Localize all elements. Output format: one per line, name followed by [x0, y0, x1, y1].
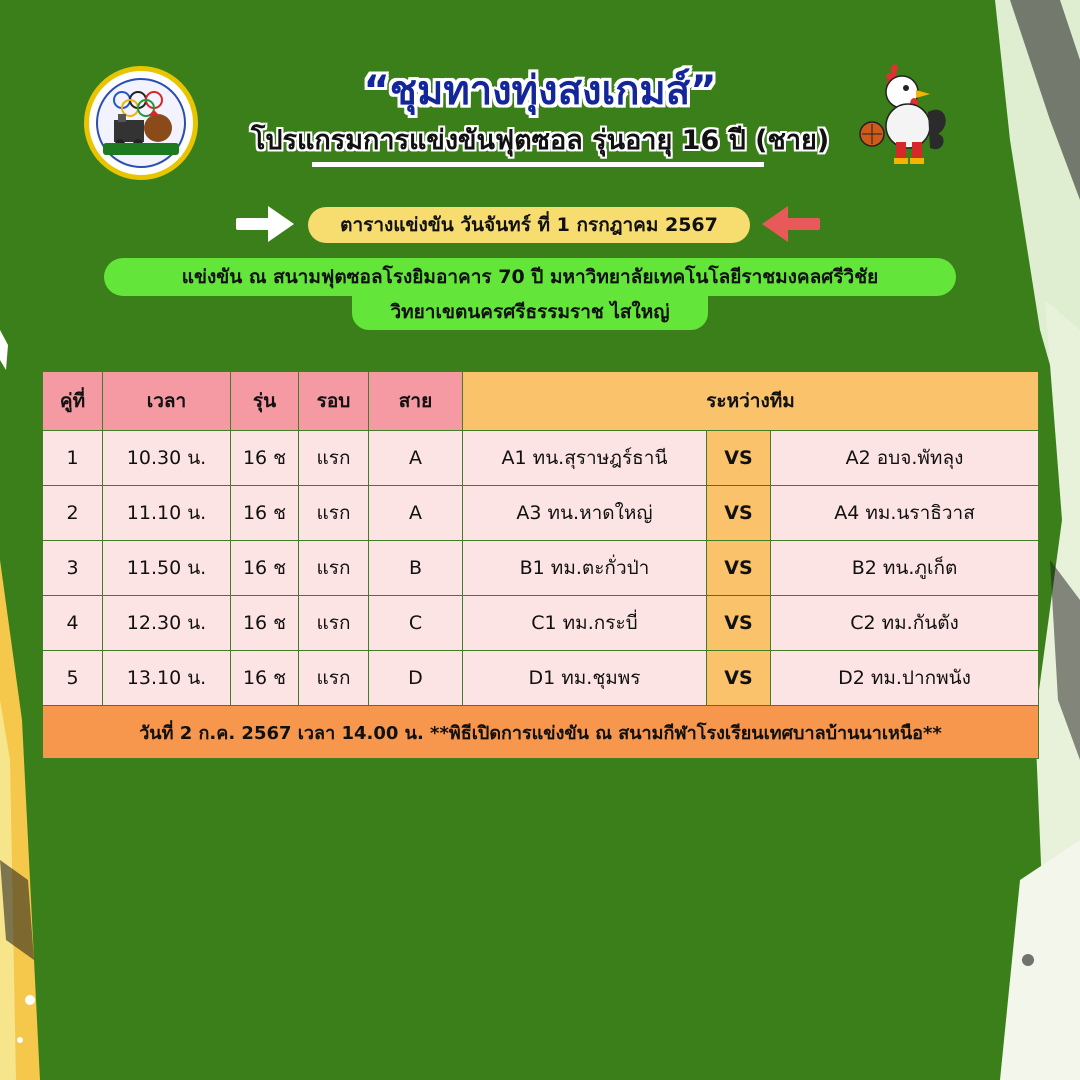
cell-group: A [369, 486, 463, 541]
page-subtitle: โปรแกรมการแข่งขันฟุตซอล รุ่นอายุ 16 ปี (ชาย) [250, 125, 830, 156]
cell-division: 16 ช [231, 651, 299, 706]
cell-team-a: B1 ทม.ตะกั่วป่า [463, 541, 707, 596]
cell-division: 16 ช [231, 596, 299, 651]
cell-division: 16 ช [231, 541, 299, 596]
table-row [43, 596, 1039, 651]
cell-round: แรก [299, 486, 369, 541]
cell-team-b: A2 อบจ.พัทลุง [771, 431, 1039, 486]
cell-vs: VS [707, 431, 771, 486]
opening-ceremony-note: วันที่ 2 ก.ค. 2567 เวลา 14.00 น. **พิธีเปิดการแข่งขัน ณ สนามกีฬาโรงเรียนเทศบาลบ้านนาเหนือ** [43, 706, 1039, 759]
schedule-table [42, 371, 1039, 759]
cell-pair: 3 [43, 541, 103, 596]
cell-team-a: D1 ทม.ชุมพร [463, 651, 707, 706]
arrow-right-icon [234, 204, 296, 244]
cell-group: C [369, 596, 463, 651]
cell-time: 11.10 น. [103, 486, 231, 541]
cell-team-b: A4 ทม.นราธิวาส [771, 486, 1039, 541]
title-underline [312, 162, 764, 167]
cell-pair: 1 [43, 431, 103, 486]
cell-round: แรก [299, 651, 369, 706]
cell-group: D [369, 651, 463, 706]
cell-time: 11.50 น. [103, 541, 231, 596]
cell-vs: VS [707, 541, 771, 596]
cell-vs: VS [707, 486, 771, 541]
table-row [43, 431, 1039, 486]
venue-line-2: วิทยาเขตนครศรีธรรมราช ไสใหญ่ [352, 296, 708, 330]
header-round: รอบ [299, 372, 369, 431]
cell-round: แรก [299, 596, 369, 651]
cell-time: 13.10 น. [103, 651, 231, 706]
table-row [43, 541, 1039, 596]
venue-line-1: แข่งขัน ณ สนามฟุตซอลโรงยิมอาคาร 70 ปี มหาวิทยาลัยเทคโนโลยีราชมงคลศรีวิชัย [104, 258, 956, 296]
date-banner: ตารางแข่งขัน วันจันทร์ ที่ 1 กรกฎาคม 2567 [308, 207, 750, 243]
cell-team-b: C2 ทม.กันตัง [771, 596, 1039, 651]
cell-time: 12.30 น. [103, 596, 231, 651]
header-pair: คู่ที่ [43, 372, 103, 431]
cell-pair: 4 [43, 596, 103, 651]
cell-team-a: A3 ทน.หาดใหญ่ [463, 486, 707, 541]
cell-pair: 5 [43, 651, 103, 706]
cell-team-b: D2 ทม.ปากพนัง [771, 651, 1039, 706]
cell-vs: VS [707, 596, 771, 651]
cell-vs: VS [707, 651, 771, 706]
page-title: “ชุมทางทุ่งสงเกมส์” [363, 68, 717, 114]
header-division: รุ่น [231, 372, 299, 431]
cell-time: 10.30 น. [103, 431, 231, 486]
cell-team-b: B2 ทน.ภูเก็ต [771, 541, 1039, 596]
table-header-row [43, 372, 1039, 431]
cell-group: B [369, 541, 463, 596]
cell-division: 16 ช [231, 486, 299, 541]
table-footer-row [43, 706, 1039, 759]
table-row [43, 651, 1039, 706]
cell-team-a: C1 ทม.กระบี่ [463, 596, 707, 651]
cell-group: A [369, 431, 463, 486]
cell-round: แรก [299, 431, 369, 486]
cell-round: แรก [299, 541, 369, 596]
table-row [43, 486, 1039, 541]
cell-team-a: A1 ทน.สุราษฎร์ธานี [463, 431, 707, 486]
header-time: เวลา [103, 372, 231, 431]
header-group: สาย [369, 372, 463, 431]
arrow-left-icon [760, 204, 822, 244]
header-teams: ระหว่างทีม [463, 372, 1039, 431]
cell-pair: 2 [43, 486, 103, 541]
cell-division: 16 ช [231, 431, 299, 486]
